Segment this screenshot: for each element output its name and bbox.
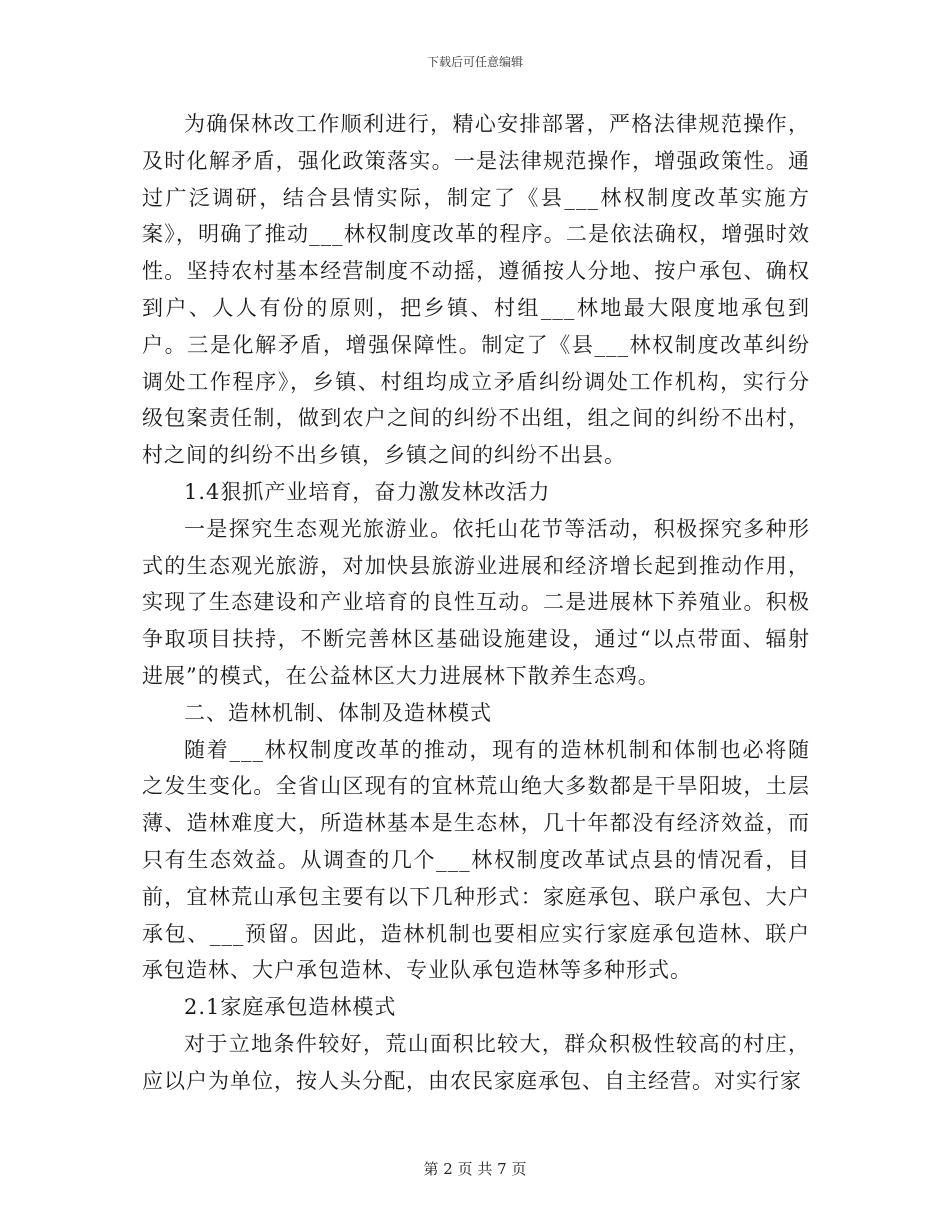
section-heading-1-4: 1.4狠抓产业培育，奋力激发林改活力 [184, 479, 551, 504]
page-header: 下载后可任意编辑 [426, 55, 523, 69]
paragraph-forestry-reform-measures: 为确保林改工作顺利进行，精心安排部署，严格法律规范操作，及时化解矛盾，强化政策落实。一是法律规范操作，增强政策性。通过广泛调研，结合县情实际，制定了《县___林权制度改革实施方案》，明确了推动___林权制度改革的程序。二是依法确权，增强时效性。坚持农村基本经营制度不动摇，遵循按人分地、按户承包、确权到户、人人有份的原则，把乡镇、村组___林地最大限度地承包到户。三是化解矛盾，增强保障性。制定了《县___林权制度改革纠纷调处工作程序》，乡镇、村组均成立矛盾纠纷调处工作机构，实行分级包案责任制，做到农户之间的纠纷不出组，组之间的纠纷不出村，村之间的纠纷不出乡镇，乡镇之间的纠纷不出县。 [142, 112, 810, 468]
page-number: 第 2 页 共 7 页 [423, 1160, 527, 1178]
paragraph-industry-cultivation: 一是探究生态观光旅游业。依托山花节等活动，积极探究多种形式的生态观光旅游，对加快县旅游业进展和经济增长起到推动作用，实现了生态建设和产业培育的良性互动。二是进展林下养殖业。积极争取项目扶持，不断完善林区基础设施建设，通过“以点带面、辐射进展”的模式，在公益林区大力进展林下散养生态鸡。 [142, 516, 810, 688]
paragraph-family-contract-model: 对于立地条件较好，荒山面积比较大，群众积极性较高的村庄，应以户为单位，按人头分配，由农民家庭承包、自主经营。对实行家 [142, 1031, 810, 1093]
section-heading-2-1: 2.1家庭承包造林模式 [184, 995, 397, 1020]
paragraph-afforestation-mechanism: 随着___林权制度改革的推动，现有的造林机制和体制也必将随之发生变化。全省山区现有的宜林荒山绝大多数都是干旱阳坡，土层薄、造林难度大，所造林基本是生态林，几十年都没有经济效益，而只有生态效益。从调查的几个___林权制度改革试点县的情况看，目前，宜林荒山承包主要有以下几种形式：家庭承包、联户承包、大户承包、___预留。因此，造林机制也要相应实行家庭承包造林、联户承包造林、大户承包造林、专业队承包造林等多种形式。 [142, 737, 810, 983]
document-body [142, 106, 810, 1100]
section-heading-2: 二、造林机制、体制及造林模式 [184, 700, 492, 725]
